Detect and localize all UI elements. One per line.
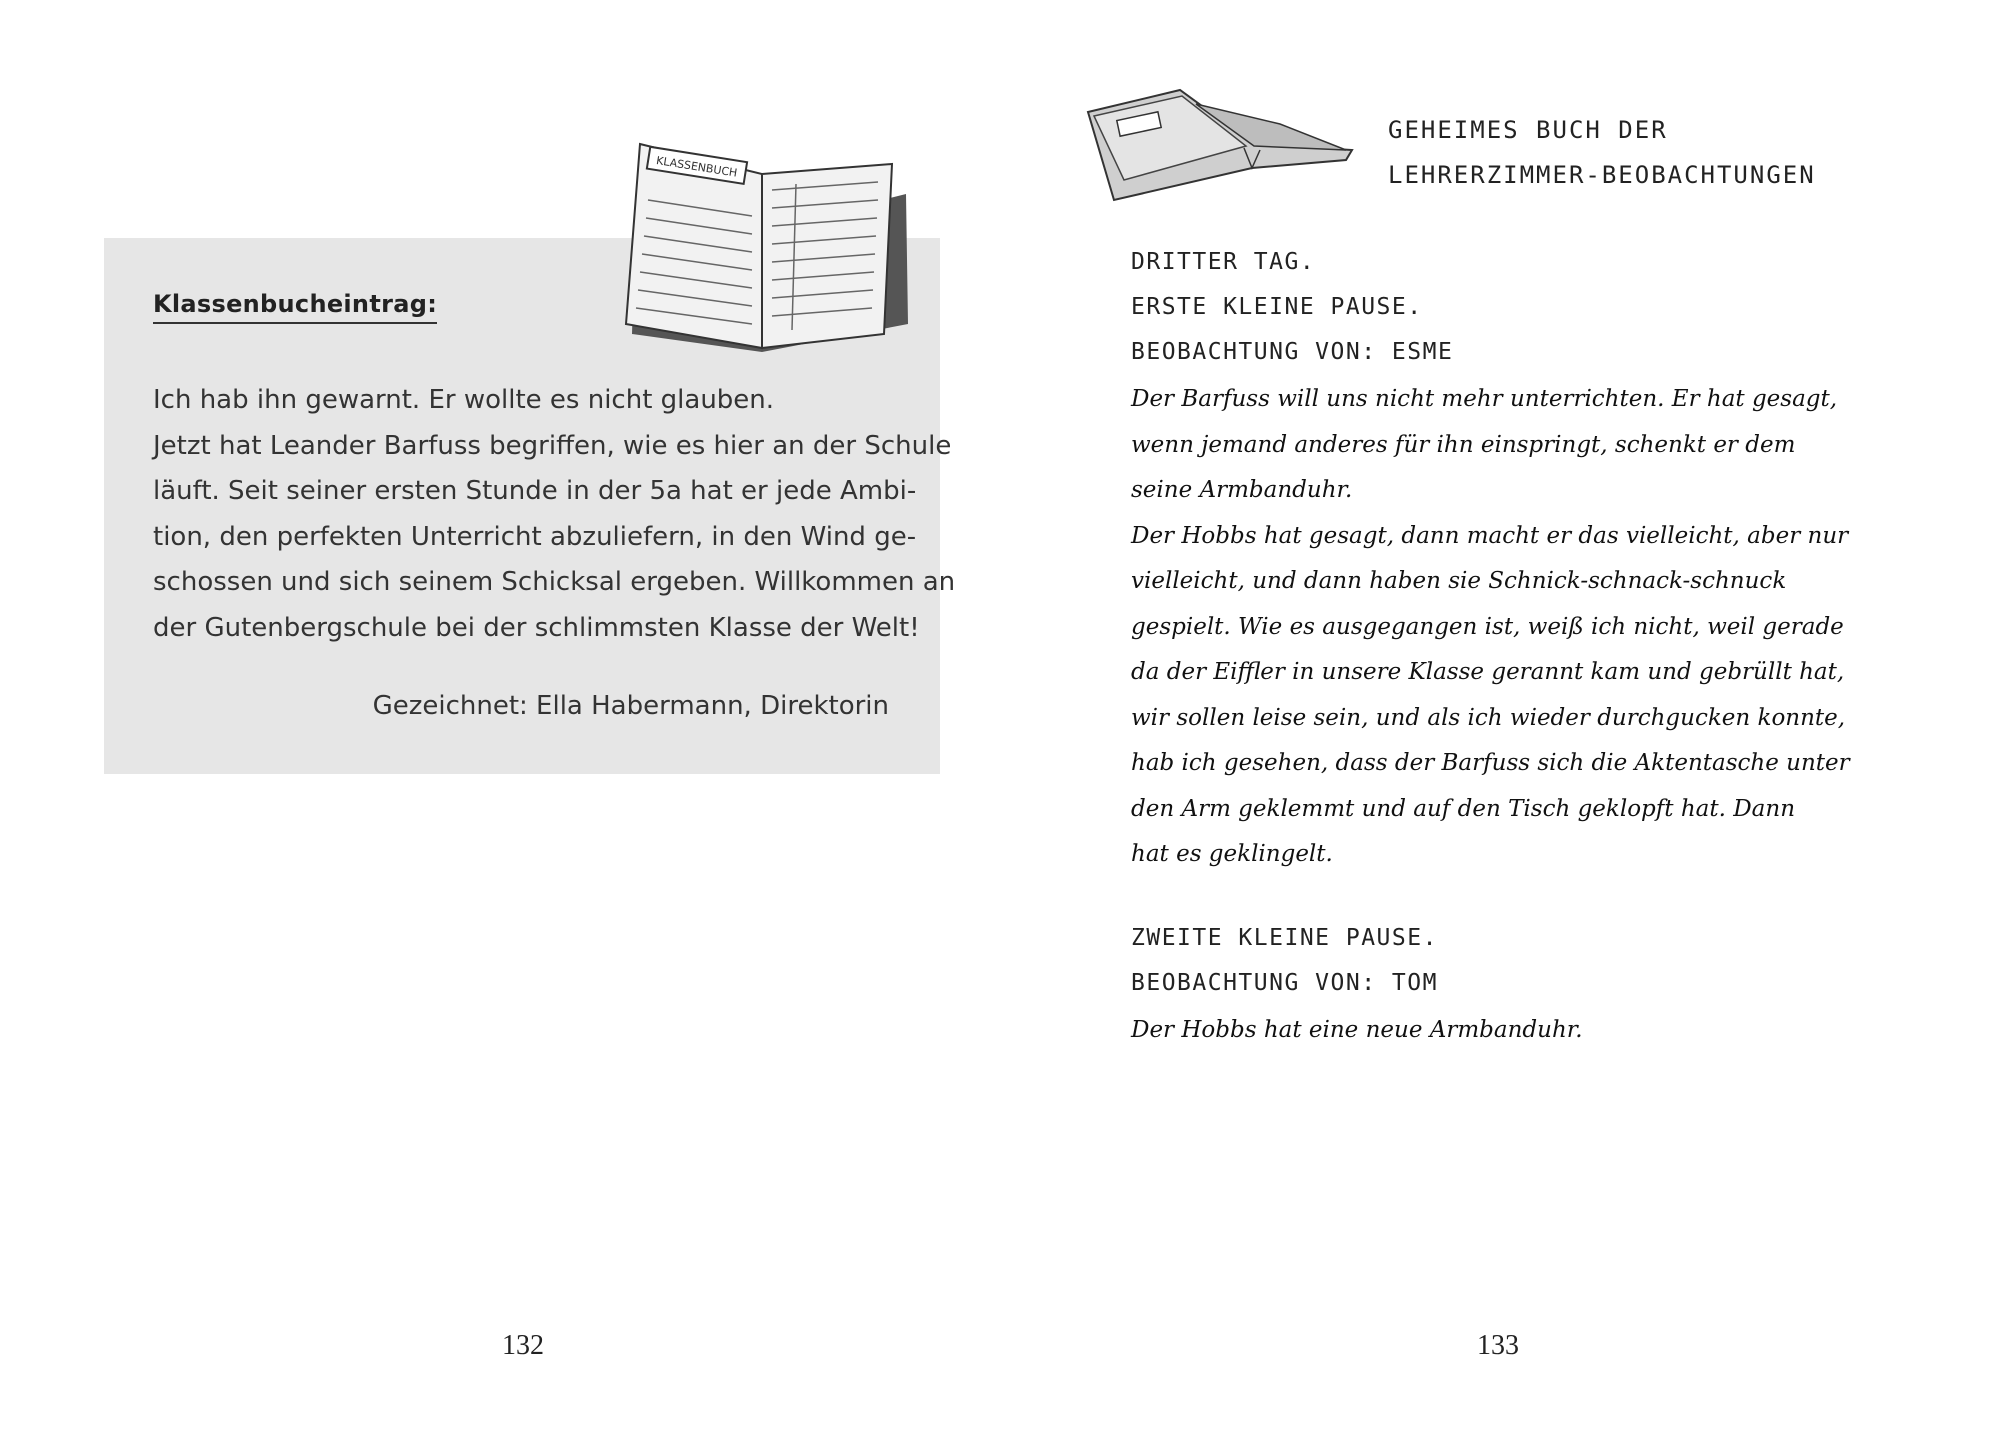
page-number-right: 133	[1477, 1330, 1519, 1361]
text-line: gespielt. Wie es ausgegangen ist, weiß ich nicht, weil gerade	[1131, 613, 1844, 640]
notebook-icon	[1084, 84, 1356, 204]
book-label-text: KLASSENBUCH	[655, 154, 739, 180]
entry-line: schossen und sich seinem Schicksal ergeben. Willkommen an	[153, 567, 956, 597]
section-text	[1131, 1008, 1891, 1054]
notebook-title	[1388, 108, 1816, 198]
text-line: Der Hobbs hat gesagt, dann macht er das vielleicht, aber nur	[1131, 522, 1849, 549]
meta-line: ZWEITE KLEINE PAUSE.	[1131, 924, 1438, 951]
entry-heading: Klassenbucheintrag:	[153, 290, 437, 324]
text-line: Der Barfuss will uns nicht mehr unterrichten. Er hat gesagt,	[1131, 386, 1838, 412]
observation-log	[1131, 240, 1891, 1053]
entry-line: der Gutenbergschule bei der schlimmsten Klasse der Welt!	[153, 612, 920, 643]
text-line: wenn jemand anderes für ihn einspringt, schenkt er dem	[1131, 431, 1796, 458]
notebook-title-line: GEHEIMES BUCH DER	[1388, 116, 1668, 144]
section-text	[1131, 377, 1891, 878]
meta-line: ERSTE KLEINE PAUSE.	[1131, 294, 1423, 320]
section-gap	[1131, 878, 1891, 916]
entry-line: tion, den perfekten Unterricht abzuliefern, in den Wind ge-	[153, 521, 917, 552]
open-book-icon	[612, 134, 910, 370]
right-page	[1000, 0, 2000, 1449]
meta-line: BEOBACHTUNG VON: ESME	[1131, 339, 1454, 365]
text-line: hab ich gesehen, dass der Barfuss sich die Aktentasche unter	[1131, 750, 1850, 776]
text-line: hat es geklingelt.	[1131, 841, 1333, 867]
text-line: seine Armbanduhr.	[1131, 477, 1353, 503]
notebook-title-line: LEHRERZIMMER-BEOBACHTUNGEN	[1388, 161, 1816, 189]
text-line: vielleicht, und dann haben sie Schnick-schnack-schnuck	[1131, 568, 1787, 594]
entry-body	[153, 378, 956, 651]
text-line: da der Eiffler in unsere Klasse gerannt kam und gebrüllt hat,	[1131, 659, 1845, 685]
entry-line: läuft. Seit seiner ersten Stunde in der 5a hat er jede Ambi-	[153, 476, 917, 506]
page-number-left: 132	[502, 1330, 544, 1361]
section-meta	[1131, 240, 1891, 375]
section-meta	[1131, 916, 1891, 1006]
entry-signature: Gezeichnet: Ella Habermann, Direktorin	[372, 691, 889, 721]
entry-line: Ich hab ihn gewarnt. Er wollte es nicht glauben.	[153, 385, 775, 415]
entry-line: Jetzt hat Leander Barfuss begriffen, wie es hier an der Schule	[153, 430, 952, 461]
text-line: den Arm geklemmt und auf den Tisch geklopft hat. Dann	[1131, 795, 1796, 822]
text-line: Der Hobbs hat eine neue Armbanduhr.	[1131, 1016, 1583, 1043]
meta-line: BEOBACHTUNG VON: TOM	[1131, 969, 1438, 996]
meta-line: DRITTER TAG.	[1131, 249, 1316, 275]
text-line: wir sollen leise sein, und als ich wieder durchgucken konnte,	[1131, 704, 1846, 731]
